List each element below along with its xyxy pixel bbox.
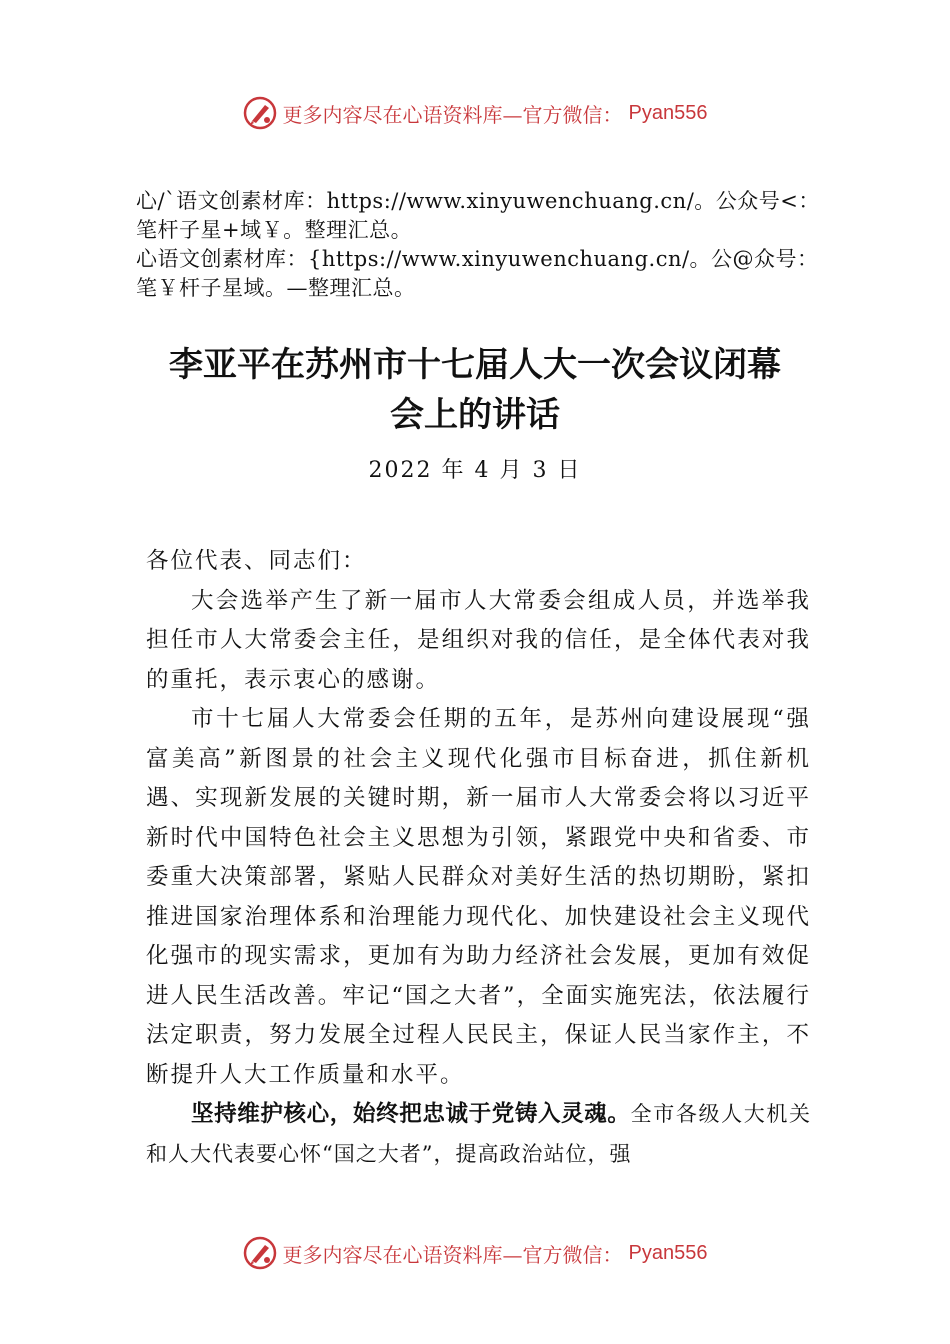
section-heading: 坚持维护核心，始终把忠诚于党铸入灵魂。 (191, 1101, 631, 1127)
document-title (120, 340, 830, 440)
document-body (146, 542, 811, 1174)
quill-pen-logo-icon (243, 96, 277, 130)
section-paragraph (146, 1095, 811, 1174)
banner-text: 更多内容尽在心语资料库—官方微信： (282, 102, 623, 127)
title-line-1: 李亚平在苏州市十七届人大一次会议闭幕 (169, 345, 781, 385)
source-note-line: 心语文创素材库：{https://www.xinyuwenchuang.cn/。公@众号：笔￥杆子星域。—整理汇总。 (136, 247, 819, 300)
title-line-2: 会上的讲话 (390, 395, 560, 435)
source-note-line: 心/`语文创素材库：https://www.xinyuwenchuang.cn/。公众号<：笔杆子星+域￥。整理汇总。 (136, 189, 820, 242)
document-date: 2022 年 4 月 3 日 (368, 458, 582, 483)
paragraph: 市十七届人大常委会任期的五年，是苏州向建设展现“强富美高”新图景的社会主义现代化强市目标奋进，抓住新机遇、实现新发展的关键时期，新一届市人大常委会将以习近平新时代中国特色社会主义思想为引领，紧跟党中央和省委、市委重大决策部署，紧贴人民群众对美好生活的热切期盼，紧扣推进国家治理体系和治理能力现代化、加快建设社会主义现代化强市的现实需求，更加有为助力经济社会发展，更加有效促进人民生活改善。牢记“国之大者”，全面实施宪法，依法履行法定职责，努力发展全过程人民民主，保证人民当家作主，不断提升人大工作质量和水平。 (146, 706, 811, 1088)
paragraph: 大会选举产生了新一届市人大常委会组成人员，并选举我担任市人大常委会主任，是组织对我的信任，是全体代表对我的重托，表示衷心的感谢。 (146, 587, 811, 693)
banner-text: 更多内容尽在心语资料库—官方微信： (282, 1242, 623, 1267)
footer-banner (0, 1236, 950, 1270)
section-text: 全市各级人大机关和人大代表要心怀“国之大者”，提高政治站位，强 (146, 1102, 812, 1166)
banner-handle: Pyan556 (628, 1241, 708, 1264)
banner-handle: Pyan556 (628, 101, 708, 124)
source-notes (136, 187, 836, 303)
salutation: 各位代表、同志们： (146, 548, 367, 574)
header-banner (0, 96, 950, 130)
quill-pen-logo-icon (243, 1236, 277, 1270)
